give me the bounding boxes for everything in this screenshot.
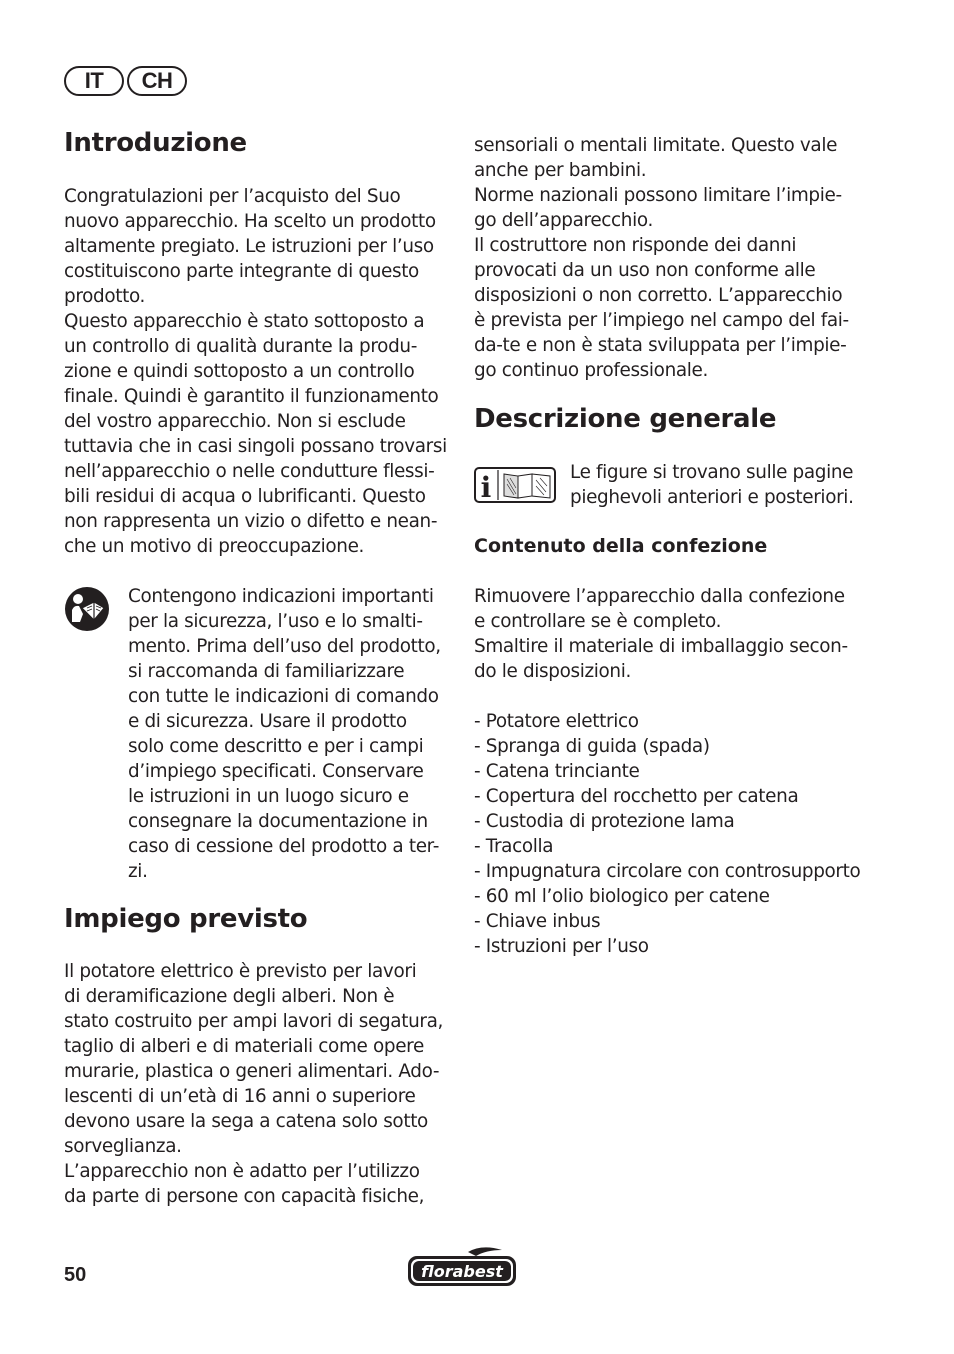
list-item: - Chiave inbus	[474, 911, 601, 932]
list-item: - Custodia di protezione lama	[474, 811, 735, 832]
page-number: 50	[64, 1264, 87, 1286]
heading-introduzione: Introduzione	[64, 128, 247, 158]
info-note: Le figure si trovano sulle pagine pieghevoli anteriori e posteriori.	[570, 462, 854, 508]
heading-contenuto-confezione: Contenuto della confezione	[474, 535, 768, 557]
svg-text:florabest: florabest	[421, 1262, 503, 1281]
list-item: - Impugnatura circolare con controsupporto	[474, 861, 861, 882]
language-badges	[64, 66, 190, 96]
list-item: - Copertura del rocchetto per catena	[474, 786, 799, 807]
impiego-paragraph-right: sensoriali o mentali limitate. Questo vale anche per bambini. Norme nazionali possono limitare l’impie- go dell’apparecchio. Il costruttore non risponde dei danni provocati da un uso non conforme alle disposizioni o non corretto. L’apparecchio è prevista per l’impiego nel campo del fai- da-te e non è stata sviluppata per l’impie- go continuo professionale.	[474, 135, 849, 381]
list-item: - Tracolla	[474, 836, 554, 857]
heading-descrizione-generale: Descrizione generale	[474, 404, 777, 434]
contenuto-intro: Rimuovere l’apparecchio dalla confezione e controllare se è completo. Smaltire il materiale di imballaggio secon- do le disposizioni.	[474, 586, 848, 682]
list-item: - Spranga di guida (spada)	[474, 736, 710, 757]
svg-text:i: i	[480, 471, 492, 504]
safety-note: Contengono indicazioni importanti per la sicurezza, l’uso e lo smalti- mento. Prima dell’uso del prodotto, si raccomanda di familiarizzare con tutte le indicazioni di comando e di sicurezza. Usare il prodotto solo come descritto e per i campi d’impiego specificati. Conservare le istruzioni in un luogo sicuro e consegnare la documentazione in caso di cessione del prodotto a ter- zi.	[128, 586, 441, 882]
list-item: - 60 ml l’olio biologico per catene	[474, 886, 770, 907]
list-item: - Istruzioni per l’uso	[474, 936, 649, 957]
badge-ch: CH	[127, 66, 187, 96]
read-manual-icon	[64, 586, 110, 632]
florabest-logo	[406, 1246, 518, 1288]
list-item: - Potatore elettrico	[474, 711, 639, 732]
heading-impiego-previsto: Impiego previsto	[64, 904, 308, 934]
badge-it: IT	[64, 66, 124, 96]
intro-paragraph: Congratulazioni per l’acquisto del Suo nuovo apparecchio. Ha scelto un prodotto altamente pregiato. Le istruzioni per l’uso costituiscono parte integrante di questo prodotto. Questo apparecchio è stato sottoposto a un controllo di qualità durante la produ- zione e quindi sottoposto a un controllo finale. Quindi è garantito il funzionamento del vostro apparecchio. Non si esclude tuttavia che in casi singoli possano trovarsi nell’apparecchio o nelle condutture flessi- bili residui di acqua o lubrificanti. Questo non rappresenta un vizio o difetto e nean- che un motivo di preoccupazione.	[64, 186, 447, 557]
list-item: - Catena trinciante	[474, 761, 640, 782]
impiego-paragraph-left: Il potatore elettrico è previsto per lavori di deramificazione degli alberi. Non è stato costruito per ampi lavori di segatura, taglio di alberi e di materiali come opere murarie, plastica o generi alimentari. Ado- lescenti di un’età di 16 anni o superiore devono usare la sega a catena solo sotto sorveglianza. L’apparecchio non è adatto per l’utilizzo da parte di persone con capacità fisiche,	[64, 961, 444, 1207]
info-foldout-icon	[474, 464, 556, 504]
contenuto-list	[474, 709, 860, 959]
